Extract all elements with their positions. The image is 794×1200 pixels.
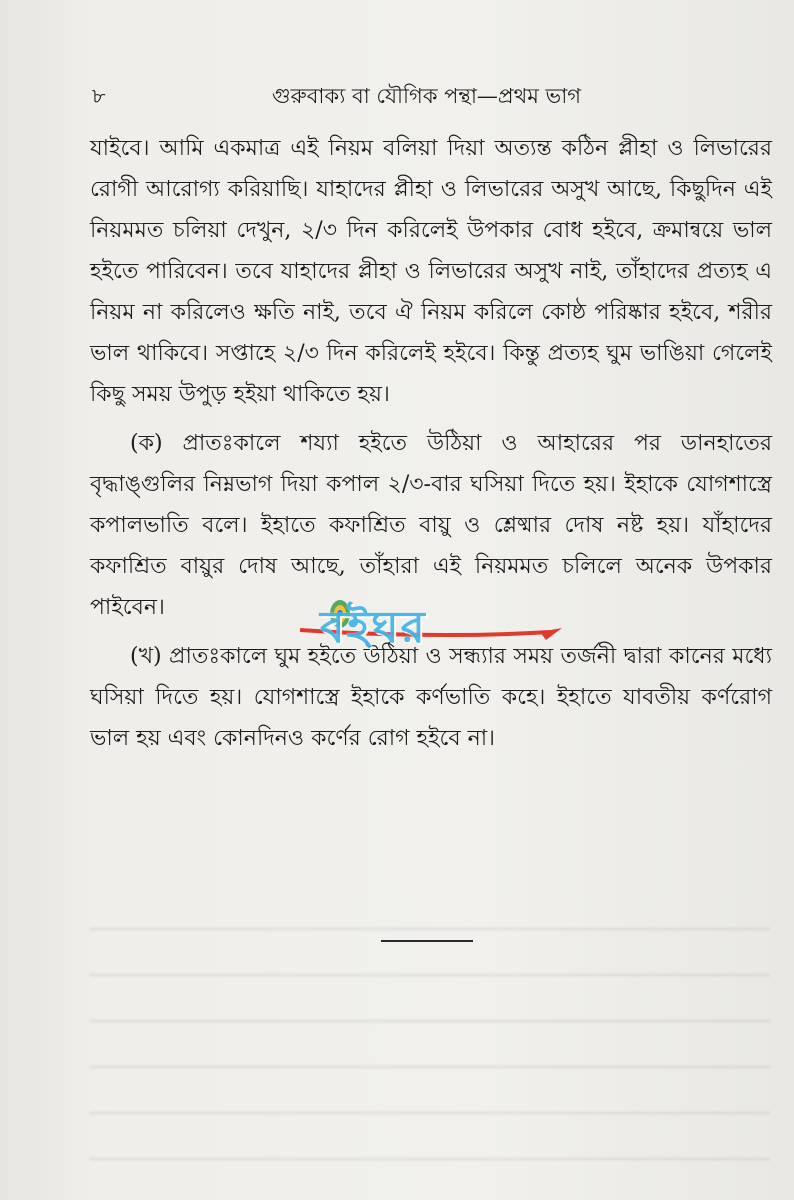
watermark-logo bbox=[300, 588, 600, 668]
paragraph-continuation: যাইবে। আমি একমাত্র এই নিয়ম বলিয়া দিয়া অত্যন্ত কঠিন প্লীহা ও লিভারের রোগী আরোগ্য করিয়াছি। যাহাদের প্লীহা ও লিভারের অসুখ আছে, কিছুদিন এই নিয়মমত চলিয়া দেখুন, ২/৩ দিন করিলেই উপকার বোধ হইবে, ক্রমান্বয়ে ভাল হইতে পারিবেন। তবে যাহাদের প্লীহা ও লিভারের অসুখ নাই, তাঁহাদের প্রত্যহ এ নিয়ম না করিলেও ক্ষতি নাই, তবে ঐ নিয়ম করিলে কোষ্ঠ পরিষ্কার হইবে, শরীর ভাল থাকিবে। সপ্তাহে ২/৩ দিন করিলেই হইবে। কিন্তু প্রত্যহ ঘুম ভাঙিয়া গেলেই কিছু সময় উপুড় হইয়া থাকিতে হয়। bbox=[90, 136, 772, 407]
page-number: ৮ bbox=[92, 84, 106, 108]
paragraph-ka: (ক) প্রাতঃকালে শয্যা হইতে উঠিয়া ও আহারের পর ডানহাতের বৃদ্ধাঙ্গুলির নিম্নভাগ দিয়া কপাল ২/৩-বার ঘসিয়া দিতে হয়। ইহাকে যোগশাস্ত্রে কপালভাতি বলে। ইহাতে কফাশ্রিত বায়ু ও শ্লেষ্মার দোষ নষ্ট হয়। যাঁহাদের কফাশ্রিত বায়ুর দোষ আছে, তাঁহারা এই নিয়মমত চলিলে অনেক উপকার পাইবেন। bbox=[90, 431, 772, 620]
page-header bbox=[92, 80, 772, 112]
watermark-text: বইঘর bbox=[320, 602, 427, 653]
paragraph-kha: (খ) প্রাতঃকালে ঘুম হইতে উঠিয়া ও সন্ধ্যার সময় তর্জনী দ্বারা কানের মধ্যে ঘসিয়া দিতে হয়। যোগশাস্ত্রে ইহাকে কর্ণভাতি কহে। ইহাতে যাবতীয় কর্ণরোগ ভাল হয় এবং কোনদিনও কর্ণের রোগ হইবে না। bbox=[90, 644, 772, 751]
section-end-rule bbox=[381, 940, 473, 942]
running-title: গুরুবাক্য বা যৌগিক পন্থা—প্রথম ভাগ bbox=[272, 84, 582, 108]
bleed-through-text bbox=[90, 900, 770, 1190]
